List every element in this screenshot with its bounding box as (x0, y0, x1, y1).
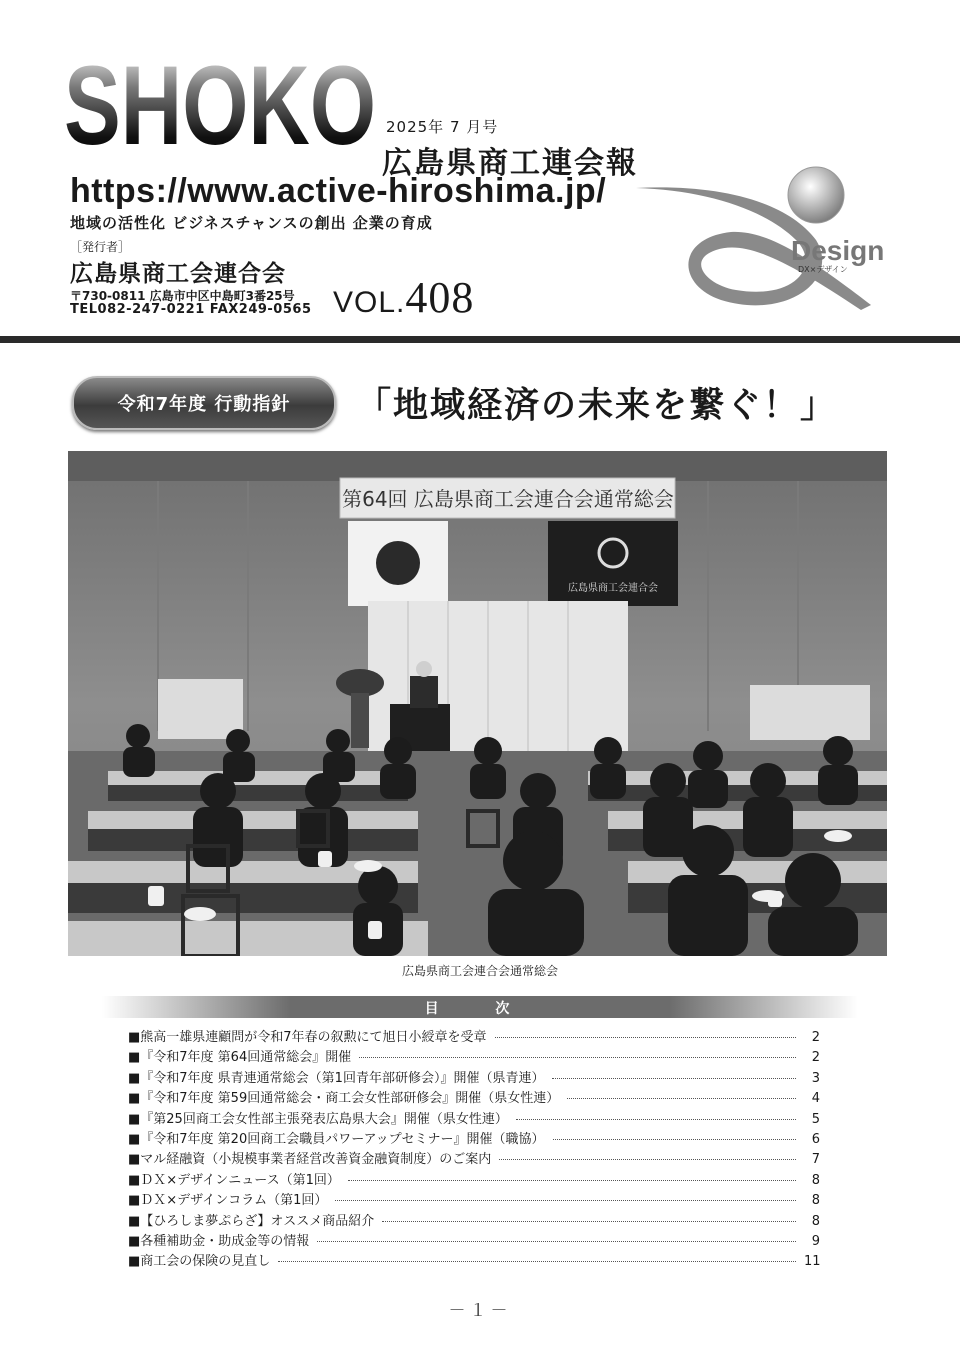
publisher-address: 〒730-0811 広島市中区中島町3番25号 (70, 289, 295, 303)
toc-item-page: 8 (811, 1193, 820, 1209)
site-url[interactable]: https://www.active-hiroshima.jp/ (70, 172, 607, 210)
toc-leader (495, 1037, 796, 1038)
toc-item-title: ■各種補助金・助成金等の情報 (128, 1233, 310, 1249)
toc-item[interactable] (128, 1230, 820, 1250)
volume-prefix: VOL. (333, 286, 406, 319)
toc-item-page: 7 (811, 1152, 820, 1168)
publisher-phone: TEL082-247-0221 FAX249-0565 (70, 302, 312, 317)
toc-item[interactable] (128, 1189, 820, 1209)
toc-list (128, 1026, 820, 1271)
publisher-name: 広島県商工会連合会 (70, 261, 286, 287)
toc-item-title: ■商工会の保険の見直し (128, 1254, 271, 1270)
policy-badge: 令和7年度 行動指針 (72, 376, 336, 430)
toc-leader (348, 1180, 796, 1181)
toc-item[interactable] (128, 1067, 820, 1087)
toc-item-page: 8 (811, 1172, 820, 1188)
header-divider (0, 336, 960, 343)
toc-leader (552, 1078, 796, 1079)
toc-item[interactable] (128, 1046, 820, 1066)
banner-text: 第64回 広島県商工会連合会通常総会 (342, 487, 674, 511)
page-number: －１－ (448, 1301, 512, 1320)
toc-item-title: ■『令和7年度 県青連通常総会（第1回青年部研修会）』開催（県青連） (128, 1070, 545, 1086)
toc-item-page: 9 (811, 1233, 820, 1249)
toc-leader (359, 1057, 796, 1058)
toc-item-title: ■ＤＸ×デザインコラム（第1回） (128, 1193, 328, 1209)
toc-item-title: ■【ひろしま夢ぷらざ】オススメ商品紹介 (128, 1213, 375, 1229)
toc-leader (335, 1200, 796, 1201)
toc-item-page: 11 (804, 1254, 821, 1270)
dx-design-logo (636, 160, 896, 320)
volume-value: 408 (405, 273, 475, 322)
toc-item[interactable] (128, 1250, 820, 1270)
toc-item-page: 2 (811, 1030, 820, 1045)
toc-leader (553, 1139, 796, 1140)
toc-header-bar (102, 996, 858, 1018)
dx-logo-text: Design (791, 235, 885, 266)
toc-leader (499, 1159, 796, 1160)
japan-flag-icon (376, 541, 420, 585)
toc-item-title: ■『第25回商工会女性部主張発表広島県大会』開催（県女性連） (128, 1111, 508, 1127)
shoko-logo (62, 48, 382, 148)
toc-leader (567, 1098, 796, 1099)
toc-leader (317, 1241, 796, 1242)
toc-item-page: 6 (811, 1131, 820, 1147)
toc-item[interactable] (128, 1108, 820, 1128)
toc-item[interactable] (128, 1148, 820, 1168)
toc-item-title: ■『令和7年度 第20回商工会職員パワーアップセミナー』開催（職協） (128, 1131, 545, 1147)
photo-caption: 広島県商工会連合会通常総会 (401, 964, 558, 978)
toc-item[interactable] (128, 1128, 820, 1148)
toc-item-title: ■『令和7年度 第64回通常総会』開催 (128, 1050, 352, 1066)
issue-date: 2025年 7 月号 (386, 118, 499, 136)
toc-title: 目 次 (424, 1001, 536, 1017)
tagline: 地域の活性化 ビジネスチャンスの創出 企業の育成 (70, 214, 433, 232)
toc-item-page: 5 (811, 1111, 820, 1127)
toc-item[interactable] (128, 1087, 820, 1107)
headline-title: 「地域経済の未来を繋ぐ！」 (356, 386, 838, 426)
paper-title: 広島県商工連会報 (382, 146, 638, 181)
toc-item-title: ■『令和7年度 第59回通常総会・商工会女性部研修会』開催（県女性連） (128, 1091, 560, 1107)
toc-item[interactable] (128, 1210, 820, 1230)
logo-text: SHOKO (64, 48, 376, 148)
toc-item[interactable] (128, 1026, 820, 1046)
toc-item-page: 8 (811, 1213, 820, 1229)
general-meeting-photo (68, 451, 887, 956)
publisher-label: ［発行者］ (70, 240, 131, 254)
toc-item-title: ■マル経融資（小規模事業者経営改善資金融資制度）のご案内 (128, 1152, 492, 1168)
toc-item-page: 4 (811, 1091, 820, 1107)
toc-item-title: ■熊高一雄県連顧問が令和7年春の叙勲にて旭日小綬章を受章 (128, 1030, 487, 1045)
volume-number (333, 272, 474, 323)
globe-icon (788, 167, 844, 223)
toc-item-page: 2 (811, 1050, 820, 1066)
toc-item[interactable] (128, 1169, 820, 1189)
toc-leader (382, 1221, 796, 1222)
toc-item-page: 3 (811, 1070, 820, 1086)
toc-item-title: ■ＤＸ×デザインニュース（第1回） (128, 1172, 340, 1188)
flag-text: 広島県商工会連合会 (568, 583, 658, 594)
dx-logo-sub: DX×デザイン (798, 265, 848, 274)
toc-leader (278, 1261, 796, 1262)
toc-leader (516, 1119, 796, 1120)
